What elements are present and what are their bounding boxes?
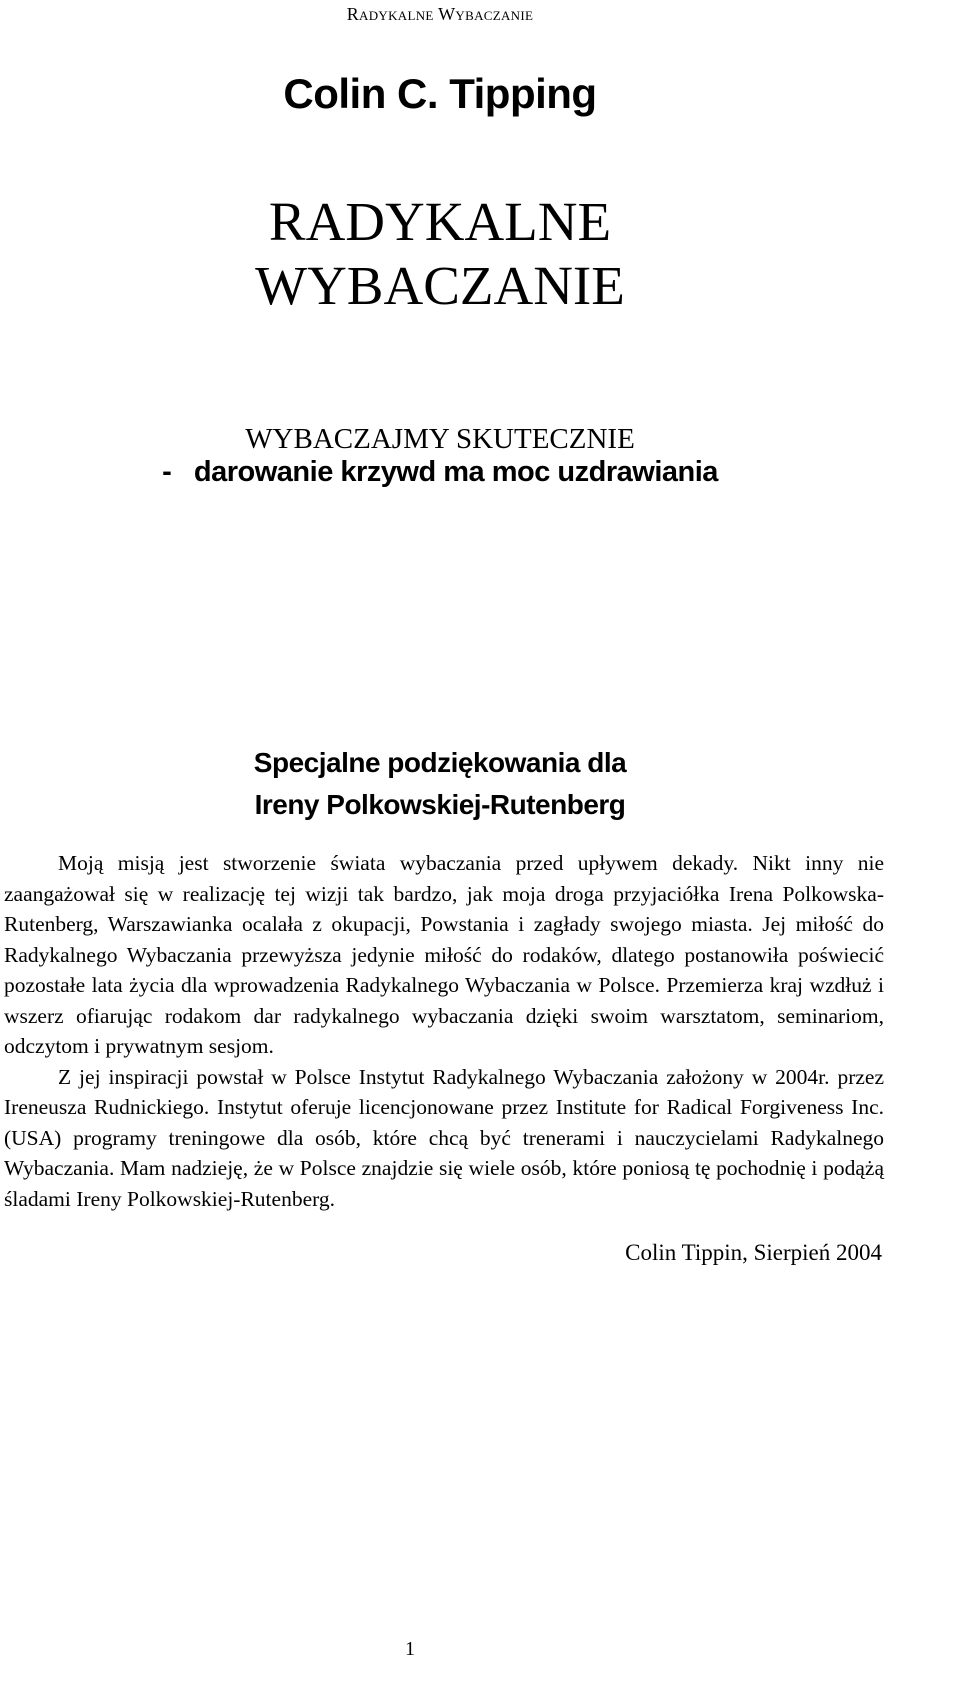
signature: Colin Tippin, Sierpień 2004: [625, 1240, 882, 1265]
author-name: Colin C. Tipping: [283, 70, 597, 117]
acknowledgement: [0, 742, 880, 826]
subtitle-line-1: WYBACZAJMY SKUTECZNIE: [245, 423, 635, 455]
book-title-line-1: RADYKALNE: [268, 191, 612, 252]
book-title: [0, 190, 880, 318]
acknowledgement-line-1: Specjalne podziękowania dla: [253, 747, 627, 778]
body-text: [4, 848, 884, 1214]
running-header: Radykalne Wybaczanie: [346, 4, 534, 24]
paragraph-2: Z jej inspiracji powstał w Polsce Instytut Radykalnego Wybaczania założony w 2004r. przez Ireneusza Rudnickiego. Instytut oferuje licencjonowane przez Institute for Radical Forgiveness Inc. (USA) programy treningowe dla osób, które chcą być trenerami i nauczycielami Radykalnego Wybaczania. Mam nadzieję, że w Polsce znajdzie się wiele osób, które poniosą tę pochodnię i podążą śladami Ireny Polkowskiej-Rutenberg.: [4, 1064, 884, 1211]
subtitle-line-2: - darowanie krzywd ma moc uzdrawiania: [162, 456, 718, 488]
page-number: 1: [405, 1638, 415, 1660]
book-title-line-2: WYBACZANIE: [255, 255, 625, 316]
paragraph-1: Moją misją jest stworzenie świata wybaczania przed upływem dekady. Nikt inny nie zaangażował się w realizację tej wizji tak bardzo, jak moja droga przyjaciółka Irena Polkowska-Rutenberg, Warszawianka ocalała z okupacji, Powstania i zagłady swojego miasta. Jej miłość do Radykalnego Wybaczania przewyższa jedynie miłość do rodaków, dlatego postanowiła poświecić pozostałe lata życia dla wprowadzenia Radykalnego Wybaczania w Polsce. Przemierza kraj wzdłuż i wszerz ofiarując rodakom dar radykalnego wybaczania dzięki swoim warsztatom, seminariom, odczytom i prywatnym sesjom.: [4, 851, 884, 1058]
acknowledgement-line-2: Ireny Polkowskiej-Rutenberg: [254, 789, 626, 820]
